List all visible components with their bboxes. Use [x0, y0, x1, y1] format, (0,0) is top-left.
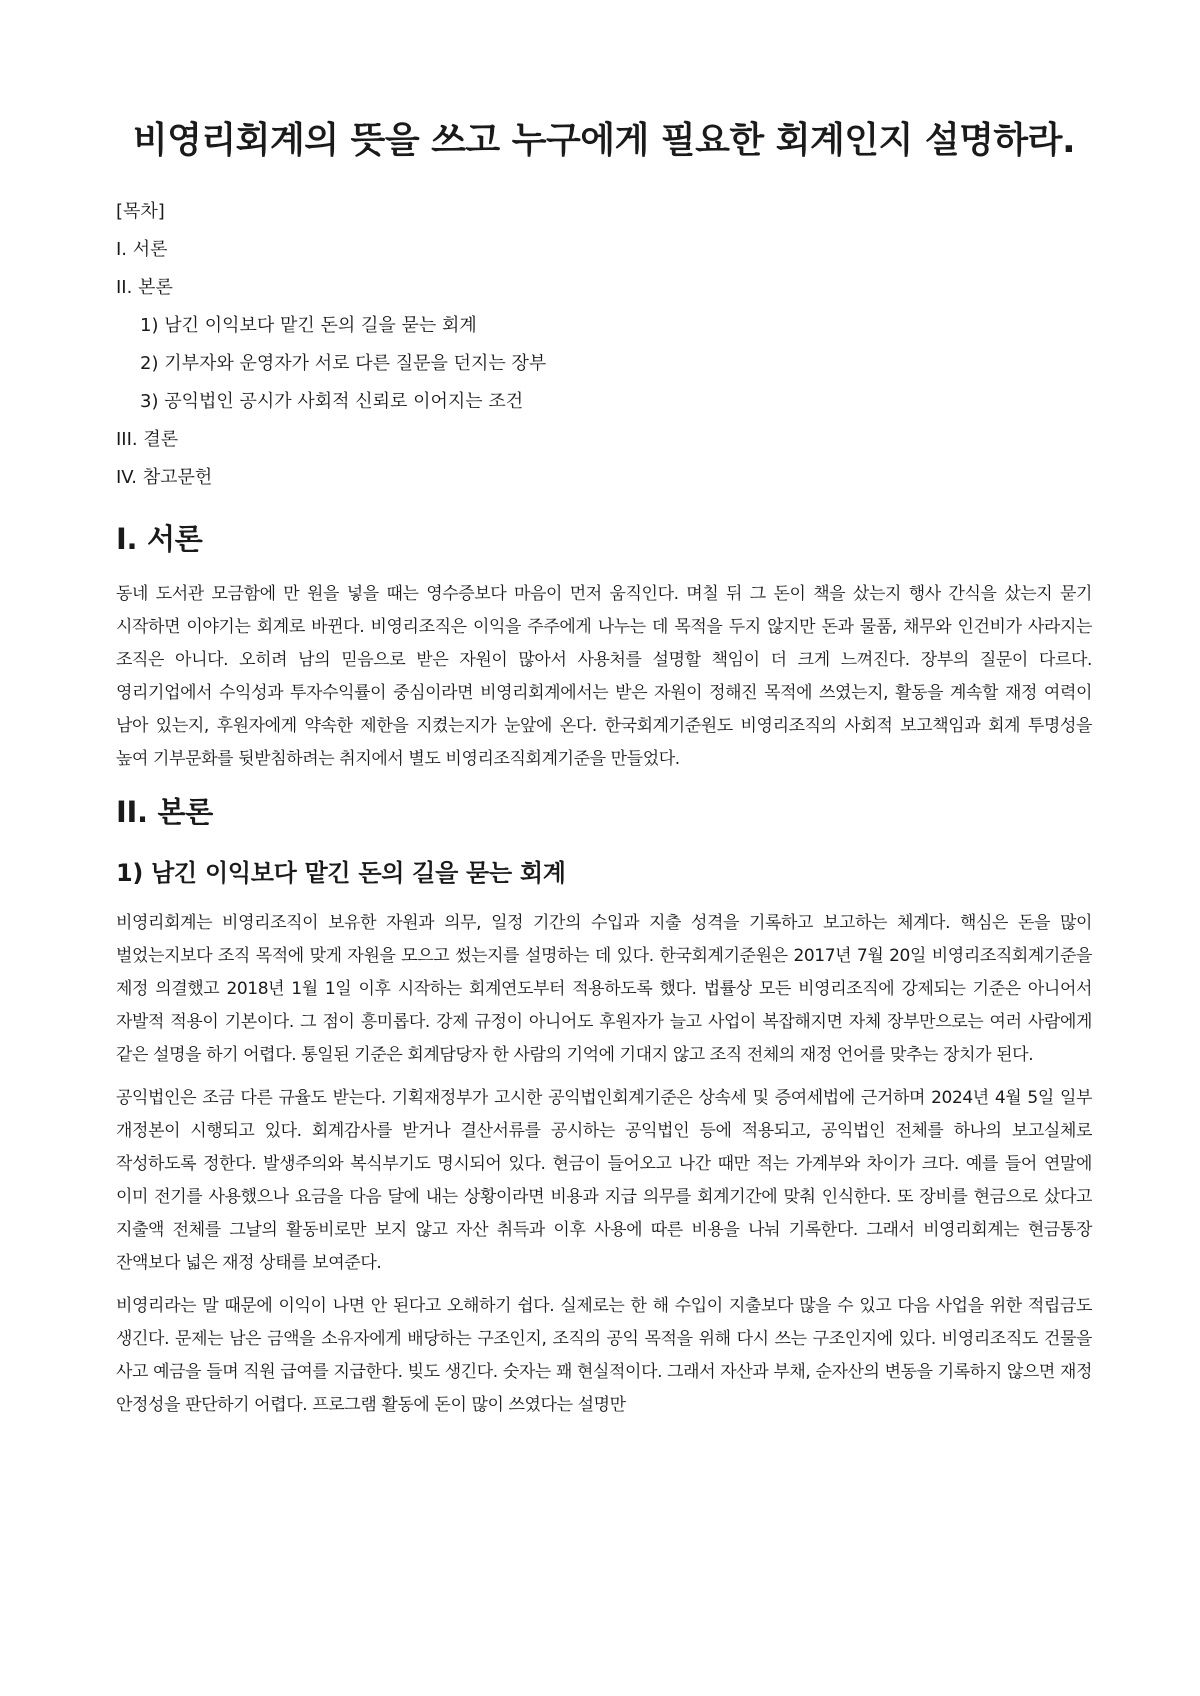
toc-label: [목차]	[116, 200, 165, 222]
toc-item-conclusion: III. 결론	[116, 428, 179, 450]
document-title: 비영리회계의 뜻을 쓰고 누구에게 필요한 회계인지 설명하라.	[132, 120, 1076, 161]
toc-item-body-1: 1) 남긴 이익보다 맡긴 돈의 길을 묻는 회계	[140, 314, 477, 336]
toc-item-intro: I. 서론	[116, 238, 168, 260]
toc-item-body: II. 본론	[116, 276, 173, 298]
toc-item-references: IV. 참고문헌	[116, 466, 213, 488]
table-of-contents	[116, 193, 1092, 497]
toc-item-body-3: 3) 공익법인 공시가 사회적 신뢰로 이어지는 조건	[140, 390, 524, 412]
body-sub1-paragraph-1: 비영리회계는 비영리조직이 보유한 자원과 의무, 일정 기간의 수입과 지출 성격을 기록하고 보고하는 체계다. 핵심은 돈을 많이 벌었는지보다 조직 목적에 맞게 자원을 모으고 썼는지를 설명하는 데 있다. 한국회계기준원은 2017년 7월 20일 비영리조직회계기준을 제정 의결했고 2018년 1월 1일 이후 시작하는 회계연도부터 적용하도록 했다. 법률상 모든 비영리조직에 강제되는 기준은 아니어서 자발적 적용이 기본이다. 그 점이 흥미롭다. 강제 규정이 아니어도 후원자가 늘고 사업이 복잡해지면 자체 장부만으로는 여러 사람에게 같은 설명을 하기 어렵다. 통일된 기준은 회계담당자 한 사람의 기억에 기대지 않고 조직 전체의 재정 언어를 맞추는 장치가 된다.	[116, 913, 1092, 1066]
body-sub1-heading: 1) 남긴 이익보다 맡긴 돈의 길을 묻는 회계	[116, 859, 566, 888]
body-sub1-paragraph-2: 공익법인은 조금 다른 규율도 받는다. 기획재정부가 고시한 공익법인회계기준은 상속세 및 증여세법에 근거하며 2024년 4월 5일 일부 개정본이 시행되고 있다. 회계감사를 받거나 결산서류를 공시하는 공익법인 등에 적용되고, 공익법인 전체를 하나의 보고실체로 작성하도록 정한다. 발생주의와 복식부기도 명시되어 있다. 현금이 들어오고 나간 때만 적는 가계부와 차이가 크다. 예를 들어 연말에 이미 전기를 사용했으나 요금을 다음 달에 내는 상황이라면 비용과 지급 의무를 회계기간에 맞춰 인식한다. 또 장비를 현금으로 샀다고 지출액 전체를 그날의 활동비로만 보지 않고 자산 취득과 이후 사용에 따른 비용을 나눠 기록한다. 그래서 비영리회계는 현금통장 잔액보다 넓은 재정 상태를 보여준다.	[116, 1088, 1092, 1274]
body-sub1-paragraph-3: 비영리라는 말 때문에 이익이 나면 안 된다고 오해하기 쉽다. 실제로는 한 해 수입이 지출보다 많을 수 있고 다음 사업을 위한 적립금도 생긴다. 문제는 남은 금액을 소유자에게 배당하는 구조인지, 조직의 공익 목적을 위해 다시 쓰는 구조인지에 있다. 비영리조직도 건물을 사고 예금을 들며 직원 급여를 지급한다. 빚도 생긴다. 숫자는 꽤 현실적이다. 그래서 자산과 부채, 순자산의 변동을 기록하지 않으면 재정 안정성을 판단하기 어렵다. 프로그램 활동에 돈이 많이 쓰였다는 설명만	[116, 1296, 1092, 1416]
body-heading: II. 본론	[116, 795, 213, 830]
toc-item-body-2: 2) 기부자와 운영자가 서로 다른 질문을 던지는 장부	[140, 352, 547, 374]
intro-paragraph: 동네 도서관 모금함에 만 원을 넣을 때는 영수증보다 마음이 먼저 움직인다. 며칠 뒤 그 돈이 책을 샀는지 행사 간식을 샀는지 묻기 시작하면 이야기는 회계로 바뀐다. 비영리조직은 이익을 주주에게 나누는 데 목적을 두지 않지만 돈과 물품, 채무와 인건비가 사라지는 조직은 아니다. 오히려 남의 믿음으로 받은 자원이 많아서 사용처를 설명할 책임이 더 크게 느껴진다. 장부의 질문이 다르다. 영리기업에서 수익성과 투자수익률이 중심이라면 비영리회계에서는 받은 자원이 정해진 목적에 쓰였는지, 활동을 계속할 재정 여력이 남아 있는지, 후원자에게 약속한 제한을 지켰는지가 눈앞에 온다. 한국회계기준원도 비영리조직의 사회적 보고책임과 회계 투명성을 높여 기부문화를 뒷받침하려는 취지에서 별도 비영리조직회계기준을 만들었다.	[116, 584, 1092, 770]
intro-heading: I. 서론	[116, 521, 203, 556]
